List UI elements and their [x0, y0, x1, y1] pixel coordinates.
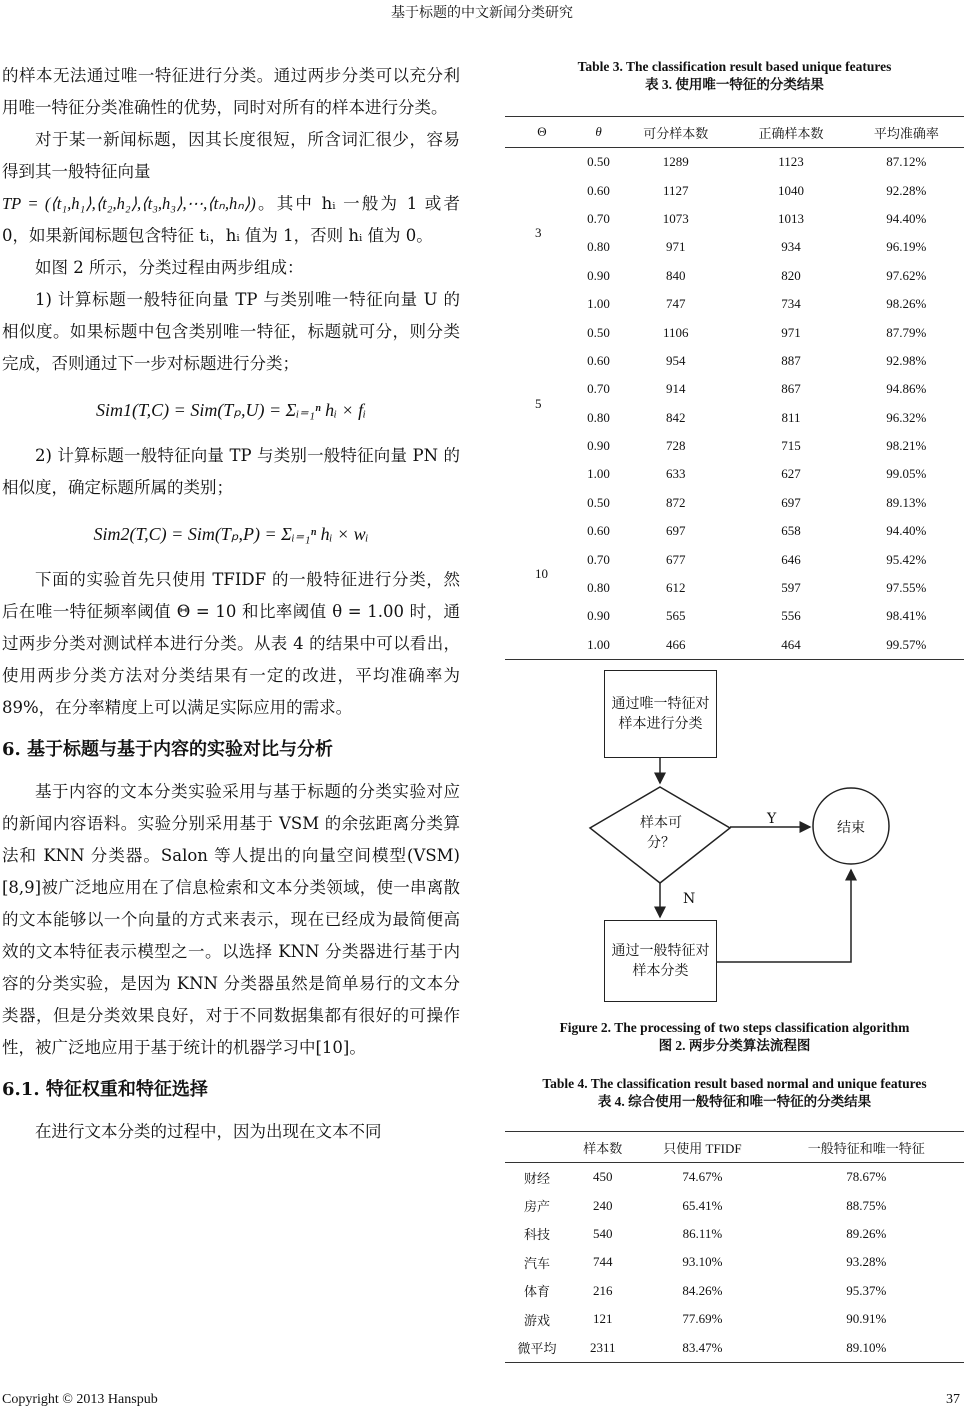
- flowchart-arrows: [505, 665, 964, 1005]
- table-cell: 90.91%: [846, 1311, 887, 1327]
- table-cell: 99.05%: [886, 466, 927, 482]
- table-cell: 697: [665, 523, 686, 539]
- table-cell: 715: [781, 438, 801, 454]
- table-cell: 1123: [778, 154, 804, 170]
- table-cell: 96.19%: [886, 239, 927, 255]
- table-cell: 92.28%: [886, 182, 927, 198]
- table-cell: 92.98%: [886, 352, 927, 368]
- table-cell: 98.41%: [886, 608, 927, 624]
- table-cell: 0.90: [587, 267, 610, 283]
- table-cell: 820: [781, 267, 801, 283]
- subsection-heading: 6.1. 特征权重和特征选择: [2, 1079, 208, 1100]
- table-cell: 1.00: [587, 466, 610, 482]
- table-cell: 微平均: [505, 1333, 569, 1362]
- table-cell: 464: [733, 631, 848, 660]
- column-header: 一般特征和唯一特征: [768, 1132, 964, 1163]
- table-row: [505, 1220, 964, 1248]
- column-header: 样本数: [569, 1132, 636, 1163]
- table-cell: 887: [781, 352, 801, 368]
- table-cell: 93.28%: [846, 1254, 887, 1270]
- end-label: 结束: [837, 820, 865, 836]
- table-cell: 0.70: [587, 210, 610, 226]
- table-cell: 934: [781, 239, 801, 255]
- table-row: [505, 1277, 964, 1305]
- paragraph: 的样本无法通过唯一特征进行分类。通过两步分类可以充分利用唯一特征分类准确性的优势，同时对所有的样本进行分类。: [2, 66, 460, 117]
- table-cell: 2311: [569, 1333, 636, 1362]
- table-cell: 94.40%: [886, 210, 927, 226]
- table-caption-en: Table 4. The classification result based normal and unique features: [542, 1076, 927, 1091]
- table-cell: 科技: [524, 1227, 551, 1243]
- paragraph: 下面的实验首先只使用 TFIDF 的一般特征进行分类，然后在唯一特征频率阈值 Θ = 10 和比率阈值 θ = 1.00 时，通过两步分类对测试样本进行分类。从表 4 的结果中可以看出，使用两步分类方法对分类结果有一定的改进，平均准确率为 89%，在分率精度上可以满足实际应用的需求。: [2, 570, 460, 717]
- column-header: 可分样本数: [618, 117, 733, 148]
- section-heading: 6. 基于标题与基于内容的实验对比与分析: [2, 739, 334, 760]
- table-cell: 87.12%: [886, 154, 927, 170]
- table-cell: 840: [665, 267, 686, 283]
- table-cell: 1289: [662, 154, 689, 170]
- table-cell: 466: [618, 631, 733, 660]
- table-cell: 658: [781, 523, 801, 539]
- paragraph: 在进行文本分类的过程中，因为出现在文本不同: [35, 1122, 382, 1141]
- table-cell: 872: [665, 494, 686, 510]
- table-header-row: [505, 1132, 964, 1163]
- table-cell: 1.00: [579, 631, 618, 660]
- table-cell: 971: [781, 324, 801, 340]
- table4-block: [505, 1075, 964, 1363]
- table-cell: 96.32%: [886, 409, 927, 425]
- table-cell: 88.75%: [846, 1197, 887, 1213]
- table-cell: 97.62%: [886, 267, 927, 283]
- table-cell: 971: [665, 239, 686, 255]
- table-cell: 627: [781, 466, 801, 482]
- decision-label: 样本可分？: [640, 815, 682, 851]
- table-cell: 95.37%: [846, 1282, 887, 1298]
- table-cell: 811: [781, 409, 801, 425]
- table3-block: [505, 58, 964, 660]
- table-cell: 556: [781, 608, 801, 624]
- table-cell: 728: [665, 438, 686, 454]
- table-cell: 93.10%: [682, 1254, 723, 1270]
- table-cell: 734: [781, 296, 801, 312]
- table-cell: 0.50: [587, 324, 610, 340]
- table-cell: 86.11%: [682, 1225, 723, 1241]
- table4: [505, 1131, 964, 1363]
- equation-sim2: Sim2(T,C) = Sim(Tₚ,P) = Σᵢ₌₁ⁿ hᵢ × wᵢ: [93, 524, 369, 544]
- table-cell: 89.13%: [886, 494, 927, 510]
- table-cell: 98.21%: [886, 438, 927, 454]
- table-cell: 77.69%: [682, 1311, 723, 1327]
- paragraph: [2, 188, 460, 252]
- column-header: θ: [579, 117, 618, 148]
- table-cell: 94.40%: [886, 523, 927, 539]
- table-cell: 98.26%: [886, 296, 927, 312]
- table-cell: 0.90: [587, 438, 610, 454]
- table-cell: 89.10%: [768, 1333, 964, 1362]
- table-cell: 1.00: [587, 296, 610, 312]
- table-cell: 954: [665, 352, 686, 368]
- table-cell: 1106: [662, 324, 689, 340]
- table-cell: 0.70: [587, 381, 610, 397]
- column-header: 正确样本数: [733, 117, 848, 148]
- no-label: N: [683, 891, 696, 907]
- table-cell: 99.57%: [849, 631, 964, 660]
- table-cell: 0.60: [587, 352, 610, 368]
- theta-group-cell: 5: [535, 395, 542, 411]
- table-cell: 216: [593, 1282, 613, 1298]
- table-caption-zh: 表 3. 使用唯一特征的分类结果: [645, 77, 824, 92]
- table-cell: 697: [781, 494, 801, 510]
- table-cell: 94.86%: [886, 381, 927, 397]
- yes-label: Y: [767, 811, 777, 827]
- table-row: [505, 1191, 964, 1219]
- column-header: Θ: [505, 117, 579, 148]
- table-cell: 565: [665, 608, 686, 624]
- table-row: [505, 1163, 964, 1192]
- table-cell: 744: [593, 1254, 613, 1270]
- table-row: [505, 489, 964, 517]
- table-cell: 74.67%: [682, 1169, 723, 1185]
- table-cell: 97.55%: [886, 580, 927, 596]
- figure-caption-en: Figure 2. The processing of two steps classification algorithm: [559, 1020, 910, 1035]
- table-row: [505, 1333, 964, 1362]
- table-cell: 0.80: [587, 409, 610, 425]
- paragraph: 2) 计算标题一般特征向量 TP 与类别一般特征向量 PN 的相似度，确定标题所属的类别；: [2, 446, 460, 497]
- table-cell: 842: [665, 409, 686, 425]
- table-cell: 0.60: [587, 182, 610, 198]
- table-cell: 612: [665, 580, 686, 596]
- table-cell: 1127: [662, 182, 689, 198]
- table-row: [505, 1248, 964, 1276]
- column-header: [505, 1132, 569, 1163]
- left-column: [2, 60, 460, 1148]
- table-cell: 1073: [662, 210, 689, 226]
- table-cell: 83.47%: [636, 1333, 768, 1362]
- formula-tp: TP = (⟨t₁,h₁⟩,⟨t₂,h₂⟩,⟨t₃,h₃⟩,⋯,⟨tₙ,hₙ⟩): [2, 194, 256, 213]
- table-cell: 0.60: [587, 523, 610, 539]
- paragraph: 如图 2 所示，分类过程由两步组成：: [35, 258, 304, 277]
- paragraph: 1) 计算标题一般特征向量 TP 与类别唯一特征向量 U 的相似度。如果标题中包含类别唯一特征，标题就可分，则分类完成，否则通过下一步对标题进行分类；: [2, 290, 460, 373]
- table-cell: 450: [593, 1169, 613, 1185]
- table-cell: 121: [593, 1311, 613, 1327]
- table-cell: 240: [593, 1197, 613, 1213]
- table-cell: 1040: [778, 182, 805, 198]
- table-cell: 78.67%: [846, 1169, 887, 1185]
- table-cell: 0.80: [587, 580, 610, 596]
- paragraph: 对于某一新闻标题，因其长度很短，所含词汇很少，容易得到其一般特征向量: [2, 130, 460, 181]
- table-cell: 747: [665, 296, 686, 312]
- table-cell: 89.26%: [846, 1225, 887, 1241]
- table-cell: 游戏: [524, 1312, 551, 1328]
- paragraph-text: 。其中 hᵢ 一般为 1 或者 0，如果新闻标题包含特征 tᵢ，hᵢ 值为 1，否则 hᵢ 值为 0。: [2, 194, 460, 245]
- table-cell: 0.90: [587, 608, 610, 624]
- table-caption-zh: 表 4. 综合使用一般特征和唯一特征的分类结果: [597, 1094, 872, 1109]
- table-cell: 540: [593, 1225, 613, 1241]
- table-row: [505, 1305, 964, 1333]
- table-cell: 646: [781, 551, 801, 567]
- table-cell: 汽车: [524, 1255, 551, 1271]
- table-cell: 914: [665, 381, 686, 397]
- footer-page-number: 37: [946, 1392, 960, 1407]
- figure-caption: [505, 1019, 964, 1055]
- table3: [505, 116, 964, 660]
- table-cell: 87.79%: [886, 324, 927, 340]
- table-cell: 0.50: [587, 154, 610, 170]
- theta-group-cell: 10: [505, 489, 579, 660]
- table-cell: 财经: [524, 1170, 551, 1186]
- flowchart: [505, 665, 964, 1005]
- table-cell: 84.26%: [682, 1282, 723, 1298]
- paragraph: 基于内容的文本分类实验采用与基于标题的分类实验对应的新闻内容语料。实验分别采用基于 VSM 的余弦距离分类算法和 KNN 分类器。Salon 等人提出的向量空间模型(VSM)[8,9]被广泛地应用在了信息检索和文本分类领域，使一串离散的文本能够以一个向量的方式来表示，现在已经成为最简便高效的文本特征表示模型之一。以选择 KNN 分类器进行基于内容的分类实验，是因为 KNN 分类器虽然是简单易行的文本分类器，但是分类效果良好，对于不同数据集都有很好的可操作性，被广泛地应用于基于统计的机器学习中[10]。: [2, 782, 460, 1057]
- figure-caption-zh: 图 2. 两步分类算法流程图: [658, 1038, 811, 1053]
- table-cell: 体育: [524, 1284, 551, 1300]
- table-cell: 597: [781, 580, 801, 596]
- table-cell: 65.41%: [682, 1197, 723, 1213]
- table-caption-en: Table 3. The classification result based unique features: [577, 59, 892, 74]
- step1-box: 通过唯一特征对样本进行分类: [604, 670, 717, 758]
- table-cell: 867: [781, 381, 801, 397]
- table-cell: 633: [665, 466, 686, 482]
- footer-copyright: Copyright © 2013 Hanspub: [2, 1392, 158, 1407]
- column-header: 平均准确率: [849, 117, 964, 148]
- table-cell: 95.42%: [886, 551, 927, 567]
- table-cell: 677: [665, 551, 686, 567]
- table-cell: 0.70: [587, 551, 610, 567]
- table-header-row: [505, 117, 964, 148]
- table-cell: 0.80: [587, 239, 610, 255]
- running-header: 基于标题的中文新闻分类研究: [391, 5, 573, 21]
- table-row: [505, 148, 964, 177]
- step2-box: 通过一般特征对样本分类: [604, 920, 717, 1002]
- table-cell: 0.50: [587, 494, 610, 510]
- table-row: [505, 318, 964, 346]
- column-header: 只使用 TFIDF: [636, 1132, 768, 1163]
- theta-group-cell: 3: [535, 225, 542, 241]
- table-cell: 房产: [524, 1199, 551, 1215]
- equation-sim1: Sim1(T,C) = Sim(Tₚ,U) = Σᵢ₌₁ⁿ hᵢ × fᵢ: [96, 400, 366, 420]
- table-cell: 1013: [778, 210, 805, 226]
